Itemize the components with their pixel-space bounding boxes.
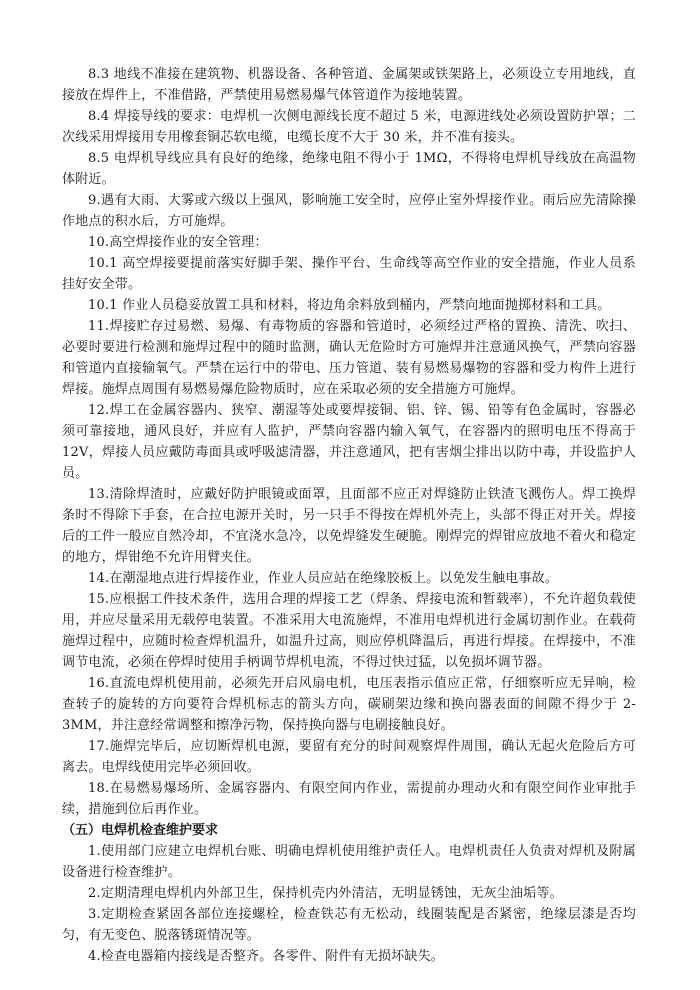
paragraph-13: 13.清除焊渣时，应戴好防护眼镜或面罩，且面部不应正对焊缝防止铁渣飞溅伤人。焊工换焊条时不得除下手套，在合拉电源开关时，另一只手不得按在焊机外壳上，头部不得正对开关。焊接后的工件一般应自然冷却，不宜浇水急冷，以免焊缝发生硬脆。刚焊完的焊钳应放地不着火和稳定的地方，焊钳绝不允许用臂夹住。 bbox=[62, 487, 636, 565]
maintenance-item-1: 1.使用部门应建立电焊机台账、明确电焊机使用维护责任人。电焊机责任人负责对焊机及附属设备进行检查维护。 bbox=[62, 844, 636, 880]
paragraph-16: 16.直流电焊机使用前，必须先开启风扇电机，电压表指示值应正常，仔细察听应无异响，检查转子的旋转的方向要符合焊机标志的箭头方向，碳刷架边缘和换向器表面的间隙不得少于 2-3MM，并注意经常调整和擦净污物，保持换向器与电刷接触良好。 bbox=[62, 676, 636, 733]
paragraph-10: 10.高空焊接作业的安全管理： bbox=[88, 235, 268, 250]
maintenance-item-2: 2.定期清理电焊机内外部卫生，保持机壳内外清洁，无明显锈蚀，无灰尘油垢等。 bbox=[88, 886, 563, 901]
section-heading: （五）电焊机检查维护要求 bbox=[62, 823, 219, 838]
paragraph-10-1-a: 10.1 高空焊接要提前落实好脚手架、操作平台、生命线等高空作业的安全措施，作业人员系挂好安全带。 bbox=[62, 256, 636, 292]
paragraph-8-4: 8.4 焊接导线的要求：电焊机一次侧电源线长度不超过 5 米，电源进线处必须设置防护罩；二次线采用焊接用专用橡套铜芯软电缆，电缆长度不大于 30 米，并不准有接头。 bbox=[62, 109, 636, 145]
paragraph-8-5: 8.5 电焊机导线应具有良好的绝缘，绝缘电阻不得小于 1MΩ，不得将电焊机导线放在高温物体附近。 bbox=[62, 151, 636, 187]
paragraph-9: 9.遇有大雨、大雾或六级以上强风，影响施工安全时，应停止室外焊接作业。雨后应先清除操作地点的积水后，方可施焊。 bbox=[62, 193, 636, 229]
paragraph-14: 14.在潮湿地点进行焊接作业，作业人员应站在绝缘胶板上。以免发生触电事故。 bbox=[88, 571, 559, 586]
maintenance-item-3: 3.定期检查紧固各部位连接螺栓，检查铁芯有无松动，线圈装配是否紧密，绝缘层漆是否均匀，有无变色、脱落锈斑情况等。 bbox=[62, 907, 636, 943]
paragraph-15: 15.应根据工件技术条件，选用合理的焊接工艺（焊条、焊接电流和暂载率），不允许超负载使用，并应尽量采用无载停电装置。不准采用大电流施焊，不准用电焊机进行金属切割作业。在载荷施焊过程中，应随时检查焊机温升，如温升过高，则应停机降温后，再进行焊接。在焊接中，不准调节电流，必须在停焊时使用手柄调节焊机电流，不得过快过猛，以免损坏调节器。 bbox=[62, 592, 636, 670]
paragraph-10-1-b: 10.1 作业人员稳妥放置工具和材料，将边角余料放到桶内，严禁向地面抛掷材料和工具。 bbox=[88, 298, 611, 313]
maintenance-item-4: 4.检查电器箱内接线是否整齐。各零件、附件有无损坏缺失。 bbox=[88, 949, 445, 964]
paragraph-12: 12.焊工在金属容器内、狭窄、潮湿等处或要焊接铜、铝、锌、锡、铅等有色金属时，容器必须可靠接地，通风良好，并应有人监护，严禁向容器内输入氧气，在容器内的照明电压不得高于 12V，焊接人员应戴防毒面具或呼吸滤清器，并注意通风，把有害烟尘排出以防中毒，并设监护人员。 bbox=[62, 403, 636, 481]
paragraph-11: 11.焊接贮存过易燃、易爆、有毒物质的容器和管道时，必须经过严格的置换、清洗、吹扫、必要时要进行检测和施焊过程中的随时监测，确认无危险时方可施焊并注意通风换气，严禁向容器和管道内直接输氧气。严禁在运行中的带电、压力管道、装有易燃易爆物的容器和受力构件上进行焊接。施焊点周围有易燃易爆危险物质时，应在采取必须的安全措施方可施焊。 bbox=[62, 319, 636, 397]
paragraph-17: 17.施焊完毕后，应切断焊机电源，要留有充分的时间观察焊件周围，确认无起火危险后方可离去。电焊线使用完毕必须回收。 bbox=[62, 739, 636, 775]
paragraph-18: 18.在易燃易爆场所、金属容器内、有限空间内作业，需提前办理动火和有限空间作业审批手续，措施到位后再作业。 bbox=[62, 781, 636, 817]
paragraph-8-3: 8.3 地线不准接在建筑物、机器设备、各种管道、金属架或铁架路上，必须设立专用地线，直接放在焊件上，不准借路，严禁使用易燃易爆气体管道作为接地装置。 bbox=[62, 67, 636, 103]
